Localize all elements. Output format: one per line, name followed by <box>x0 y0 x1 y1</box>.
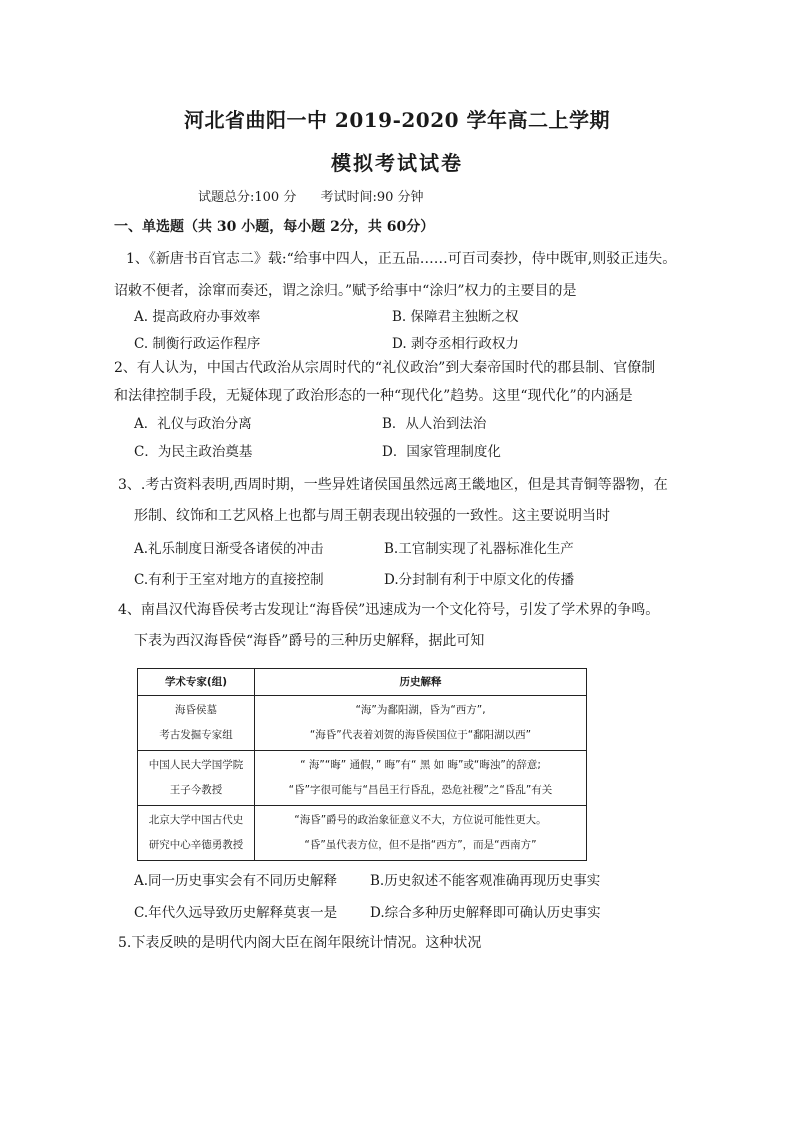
exam-title-line2: 模拟考试试卷 <box>331 151 463 175</box>
table-header-row <box>138 669 587 696</box>
table-row <box>138 751 587 806</box>
q2-stem-line1: 2、有人认为，中国古代政治从宗周时代的“礼仪政治”到大秦帝国时代的郡县制、官僚制 <box>114 360 656 376</box>
q4-stem-line2: 下表为西汉海昏侯“海昏”爵号的三种历史解释，据此可知 <box>134 633 485 649</box>
table-cell-explanation: “海”为鄱阳湖，昏为“西方”, “海昏”代表着刘贺的海昏侯国位于“鄱阳湖以西” <box>255 696 587 751</box>
table-row <box>138 696 587 751</box>
q4-option-d: D.综合多种历史解释即可确认历史事实 <box>370 905 601 921</box>
table-cell-explanation: “ 海”“晦” 通假，” 晦”有“ 黑 如 晦”或“晦浊”的辞意; “昏”字很可能与“昌邑王行昏乱，恐危社稷”之“昏乱”有关 <box>255 751 587 806</box>
q2-option-b: B．从人治到法治 <box>382 416 487 432</box>
q5-stem-line1: 5.下表反映的是明代内阁大臣在阁年限统计情况。这种状况 <box>118 935 482 951</box>
q1-stem-line1: 1、《新唐书百官志二》载:“给事中四人，正五品……可百司奏抄，侍中既审,则驳正违失。 <box>126 251 677 267</box>
q2-stem-line2: 和法律控制手段，无疑体现了政治形态的一种“现代化”趋势。这里“现代化”的内涵是 <box>114 388 633 404</box>
q3-option-b: B.工官制实现了礼器标准化生产 <box>384 541 574 557</box>
section-heading: 一、单选题（共 30 小题，每小题 2分，共 60分） <box>114 219 435 235</box>
q4-option-b: B.历史叙述不能客观准确再现历史事实 <box>370 873 601 889</box>
q4-option-c: C.年代久远导致历史解释莫衷一是 <box>134 905 338 921</box>
table-cell-expert: 海昏侯墓 考古发掘专家组 <box>138 696 255 751</box>
exam-title-line1: 河北省曲阳一中 2019-2020 学年高二上学期 <box>183 108 611 132</box>
exam-time: 考试时间:90 分钟 <box>320 190 424 205</box>
q4-option-a: A.同一历史事实会有不同历史解释 <box>134 873 338 889</box>
exam-meta <box>198 186 444 205</box>
table-cell-explanation: “海昏”爵号的政治象征意义不大，方位说可能性更大。 “昏”虽代表方位，但不是指“西方”，而是“西南方” <box>255 806 587 861</box>
q1-stem-line2: 诏敕不便者，涂窜而奏还，谓之涂归。”赋予给事中“涂归”权力的主要目的是 <box>114 283 577 299</box>
q3-stem-line2: 形制、纹饰和工艺风格上也都与周王朝表现出较强的一致性。这主要说明当时 <box>134 508 610 524</box>
q2-option-d: D．国家管理制度化 <box>382 444 501 460</box>
table-row <box>138 806 587 861</box>
q4-stem-line1: 4、南昌汉代海昏侯考古发现让“海昏侯”迅速成为一个文化符号，引发了学术界的争鸣。 <box>118 602 660 618</box>
table-header-explanation: 历史解释 <box>255 669 587 696</box>
table-header-expert: 学术专家(组) <box>138 669 255 696</box>
table-cell-expert: 中国人民大学国学院 王子今教授 <box>138 751 255 806</box>
q3-stem-line1: 3、.考古资料表明,西周时期，一些异姓诸侯国虽然远离王畿地区，但是其青铜等器物，在 <box>118 477 668 493</box>
q1-option-c: C. 制衡行政运作程序 <box>134 336 261 352</box>
q3-option-a: A.礼乐制度日渐受各诸侯的冲击 <box>134 541 324 557</box>
q2-option-c: C．为民主政治奠基 <box>134 444 253 460</box>
q1-option-a: A. 提高政府办事效率 <box>134 309 261 325</box>
q1-option-d: D. 剥夺丞相行政权力 <box>392 336 519 352</box>
history-interpretation-table <box>137 668 587 861</box>
q1-option-b: B. 保障君主独断之权 <box>392 309 519 325</box>
total-score: 试题总分:100 分 <box>198 190 297 205</box>
q2-option-a: A．礼仪与政治分离 <box>134 416 252 432</box>
table-cell-expert: 北京大学中国古代史 研究中心辛德勇教授 <box>138 806 255 861</box>
q3-option-d: D.分封制有利于中原文化的传播 <box>384 572 575 588</box>
q3-option-c: C.有利于王室对地方的直接控制 <box>134 572 324 588</box>
